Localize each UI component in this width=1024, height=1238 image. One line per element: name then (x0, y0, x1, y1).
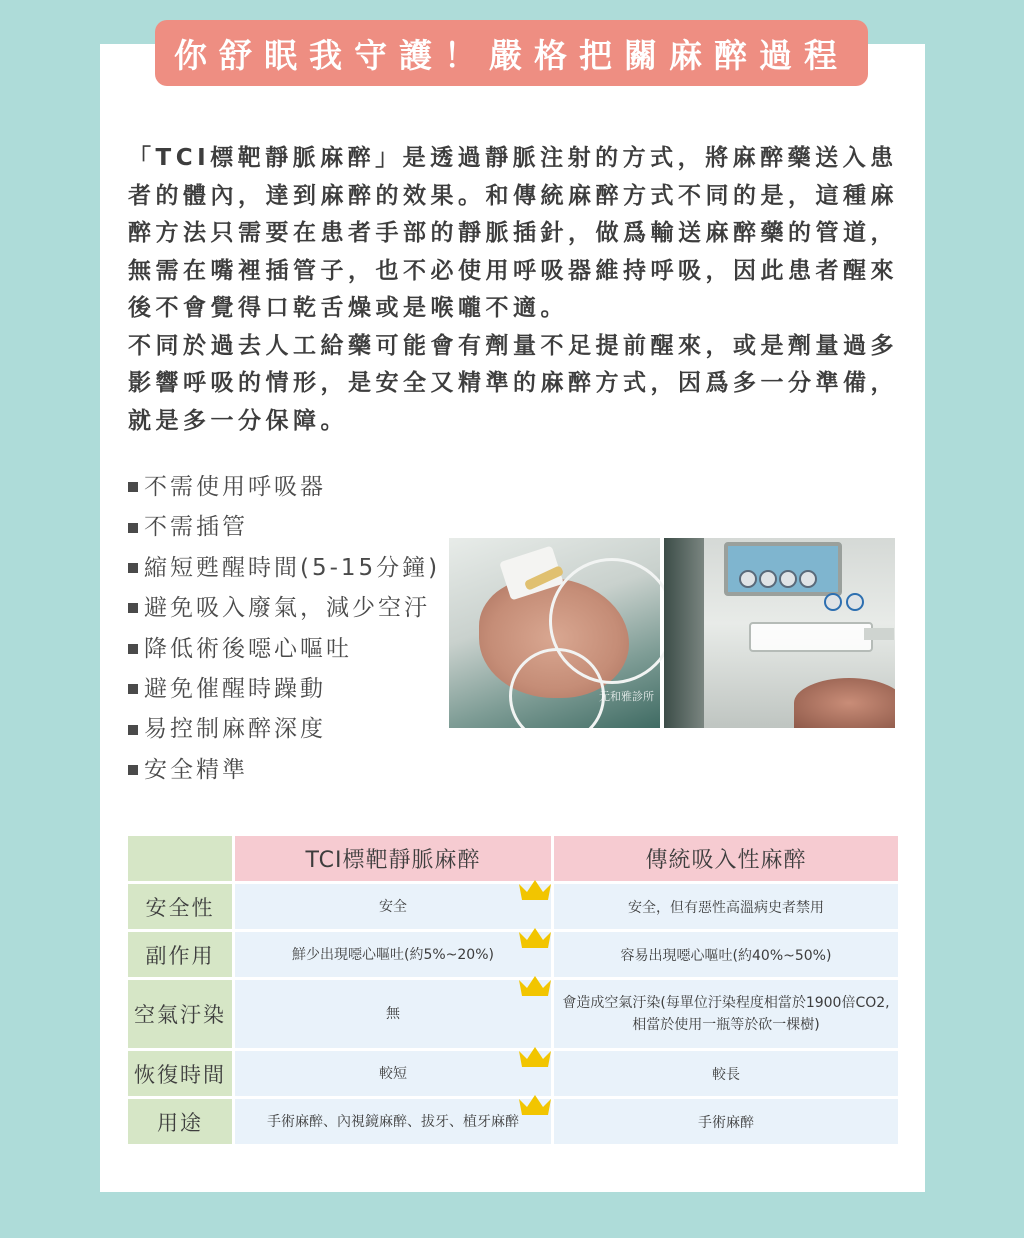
tci-cell: 鮮少出現噁心嘔吐(約5%~20%) (235, 932, 554, 977)
feature-item: 縮短甦醒時間(5-15分鐘) (128, 548, 440, 588)
table-header-corner (128, 836, 235, 881)
pump-knob (799, 570, 817, 588)
row-label: 副作用 (128, 932, 235, 977)
iv-infusion-photo (449, 538, 895, 728)
crown-icon (517, 878, 553, 904)
intro-paragraph-1: 「TCI標靶靜脈麻醉」是透過靜脈注射的方式，將麻醉藥送入患者的體內，達到麻醉的效果。和傳統麻醉方式不同的是，這種麻醉方法只需要在患者手部的靜脈插針，做爲輸送麻醉藥的管道，無需在嘴裡插管子，也不必使用呼吸器維持呼吸，因此患者醒來後不會覺得口乾舌燥或是喉嚨不適。 (128, 145, 898, 321)
crown-icon (517, 1045, 553, 1071)
square-bullet-icon (128, 523, 138, 533)
pump-knob (846, 593, 864, 611)
row-label: 恢復時間 (128, 1051, 235, 1096)
square-bullet-icon (128, 725, 138, 735)
table-header-tci: TCI標靶靜脈麻醉 (235, 836, 554, 881)
feature-item: 安全精準 (128, 750, 440, 790)
traditional-cell: 容易出現噁心嘔吐(約40%~50%) (554, 932, 898, 977)
page-title: 你舒眠我守護！嚴格把關麻醉過程 (174, 35, 849, 75)
crown-icon (517, 1093, 553, 1119)
square-bullet-icon (128, 603, 138, 613)
intro-text (128, 140, 898, 440)
syringe (749, 622, 873, 652)
feature-list (128, 467, 440, 790)
traditional-cell: 安全，但有惡性高溫病史者禁用 (554, 884, 898, 929)
table-row (128, 884, 898, 929)
tci-cell: 無 (235, 980, 554, 1048)
table-row (128, 1051, 898, 1096)
table-row (128, 1099, 898, 1144)
arm-shape (794, 678, 895, 728)
syringe-plunger (864, 628, 894, 640)
feature-item: 易控制麻醉深度 (128, 709, 440, 749)
row-label: 用途 (128, 1099, 235, 1144)
feature-item: 避免吸入廢氣，減少空汙 (128, 588, 440, 628)
square-bullet-icon (128, 644, 138, 654)
pump-knob (779, 570, 797, 588)
tci-cell: 安全 (235, 884, 554, 929)
traditional-cell: 手術麻醉 (554, 1099, 898, 1144)
pump-screen (724, 542, 842, 596)
feature-item: 避免催醒時躁動 (128, 669, 440, 709)
traditional-cell: 會造成空氣汙染(每單位汙染程度相當於1900倍CO2,相當於使用一瓶等於砍一棵樹) (554, 980, 898, 1048)
crown-icon (517, 926, 553, 952)
hand-iv-photo (449, 538, 660, 728)
feature-item: 不需插管 (128, 507, 440, 547)
crown-icon (517, 974, 553, 1000)
table-header-row (128, 836, 898, 881)
infusion-pump-photo (664, 538, 895, 728)
intro-paragraph-2: 不同於過去人工給藥可能會有劑量不足提前醒來，或是劑量過多影響呼吸的情形，是安全又精準的麻醉方式，因爲多一分準備，就是多一分保障。 (128, 332, 898, 434)
square-bullet-icon (128, 482, 138, 492)
pump-knob (824, 593, 842, 611)
photo-watermark: 元和雅診所 (599, 690, 654, 703)
pump-knob (759, 570, 777, 588)
page-title-banner (155, 20, 868, 86)
row-label: 空氣汙染 (128, 980, 235, 1048)
square-bullet-icon (128, 563, 138, 573)
feature-item: 不需使用呼吸器 (128, 467, 440, 507)
feature-item: 降低術後噁心嘔吐 (128, 629, 440, 669)
table-row (128, 932, 898, 977)
tci-cell: 手術麻醉、內視鏡麻醉、拔牙、植牙麻醉 (235, 1099, 554, 1144)
traditional-cell: 較長 (554, 1051, 898, 1096)
table-header-traditional: 傳統吸入性麻醉 (554, 836, 898, 881)
square-bullet-icon (128, 684, 138, 694)
row-label: 安全性 (128, 884, 235, 929)
comparison-table (128, 833, 898, 1147)
tci-cell: 較短 (235, 1051, 554, 1096)
pump-knob (739, 570, 757, 588)
square-bullet-icon (128, 765, 138, 775)
table-row (128, 980, 898, 1048)
